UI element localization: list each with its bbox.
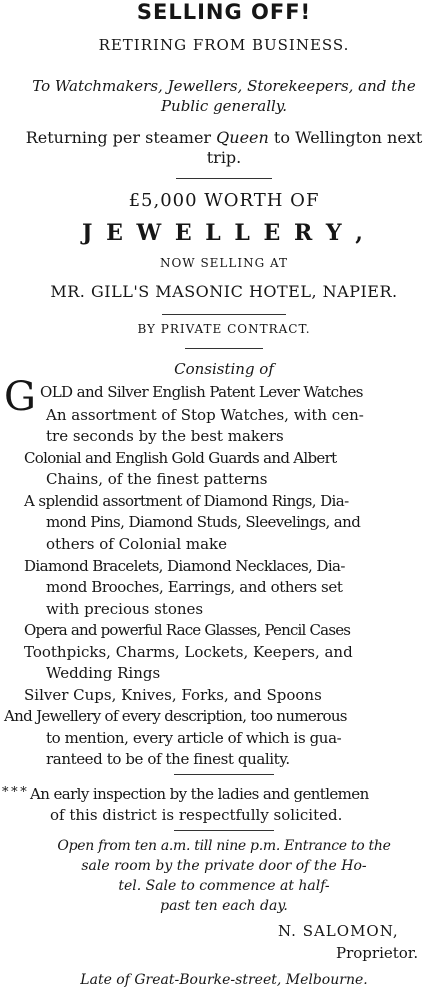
inventory-line: tre seconds by the best makers	[46, 427, 284, 445]
notice-marker: * * *	[2, 785, 27, 800]
inventory-line: Chains, of the finest patterns	[46, 470, 268, 488]
former-address: Late of Great-Bourke-street, Melbourne.	[80, 972, 368, 988]
hours-line: Open from ten a.m. till nine p.m. Entrance to the	[57, 838, 391, 854]
returning-prefix: Returning per steamer	[25, 128, 212, 147]
divider	[185, 348, 263, 349]
ad-title: SELLING OFF!	[136, 0, 312, 24]
notice-line: of this district is respectfully solicited.	[50, 806, 343, 824]
inventory-line: Wedding Rings	[46, 664, 161, 682]
divider	[174, 774, 274, 775]
inventory-line: A splendid assortment of Diamond Rings, Dia-	[24, 492, 349, 510]
audience-line-2: Public generally.	[160, 97, 288, 115]
inventory-line: ranteed to be of the finest quality.	[46, 750, 290, 768]
divider	[162, 314, 286, 315]
offer-headline: J E W E L L E R Y ,	[82, 220, 366, 246]
inventory-line: mond Pins, Diamond Studs, Sleevelings, and	[46, 513, 361, 531]
drop-cap: G	[4, 374, 36, 420]
now-selling: NOW SELLING AT	[159, 256, 289, 270]
proprietor-name: N. SALOMON,	[278, 922, 399, 940]
terms: BY PRIVATE CONTRACT.	[137, 322, 311, 336]
divider	[174, 830, 274, 831]
venue: MR. GILL'S MASONIC HOTEL, NAPIER.	[50, 282, 398, 301]
hours-line: tel. Sale to commence at half-	[118, 878, 330, 894]
inventory-first-line: OLD and Silver English Patent Lever Watches	[40, 383, 363, 401]
inventory-line: Silver Cups, Knives, Forks, and Spoons	[24, 686, 322, 704]
ship-name: Queen	[216, 128, 269, 147]
inventory-line: And Jewellery of every description, too numerous	[4, 707, 347, 725]
inventory-line: others of Colonial make	[46, 535, 228, 553]
ad-subtitle: RETIRING FROM BUSINESS.	[98, 36, 350, 54]
inventory-line: to mention, every article of which is gua-	[46, 729, 342, 747]
inventory-line: with precious stones	[46, 600, 204, 618]
hours-line: past ten each day.	[160, 898, 288, 914]
inventory-line: Toothpicks, Charms, Lockets, Keepers, and	[24, 643, 353, 661]
notice-line: An early inspection by the ladies and gentlemen	[30, 785, 369, 803]
hours-line: sale room by the private door of the Ho-	[81, 858, 367, 874]
inventory-heading: Consisting of	[174, 360, 274, 378]
proprietor-title: Proprietor.	[336, 944, 419, 962]
returning-suffix: to Wellington next	[273, 128, 423, 147]
inventory-line: Diamond Bracelets, Diamond Necklaces, Dia-	[24, 557, 345, 575]
inventory-line: mond Brooches, Earrings, and others set	[46, 578, 343, 596]
inventory-line: Colonial and English Gold Guards and Albert	[24, 449, 337, 467]
inventory-line: An assortment of Stop Watches, with cen-	[46, 406, 364, 424]
divider	[176, 178, 272, 179]
inventory-line: Opera and powerful Race Glasses, Pencil Cases	[24, 621, 351, 639]
returning-line	[0, 128, 448, 147]
offer-amount: £5,000 WORTH OF	[128, 190, 320, 211]
audience-line-1: To Watchmakers, Jewellers, Storekeepers, and the	[32, 77, 416, 95]
returning-tail: trip.	[206, 148, 242, 167]
